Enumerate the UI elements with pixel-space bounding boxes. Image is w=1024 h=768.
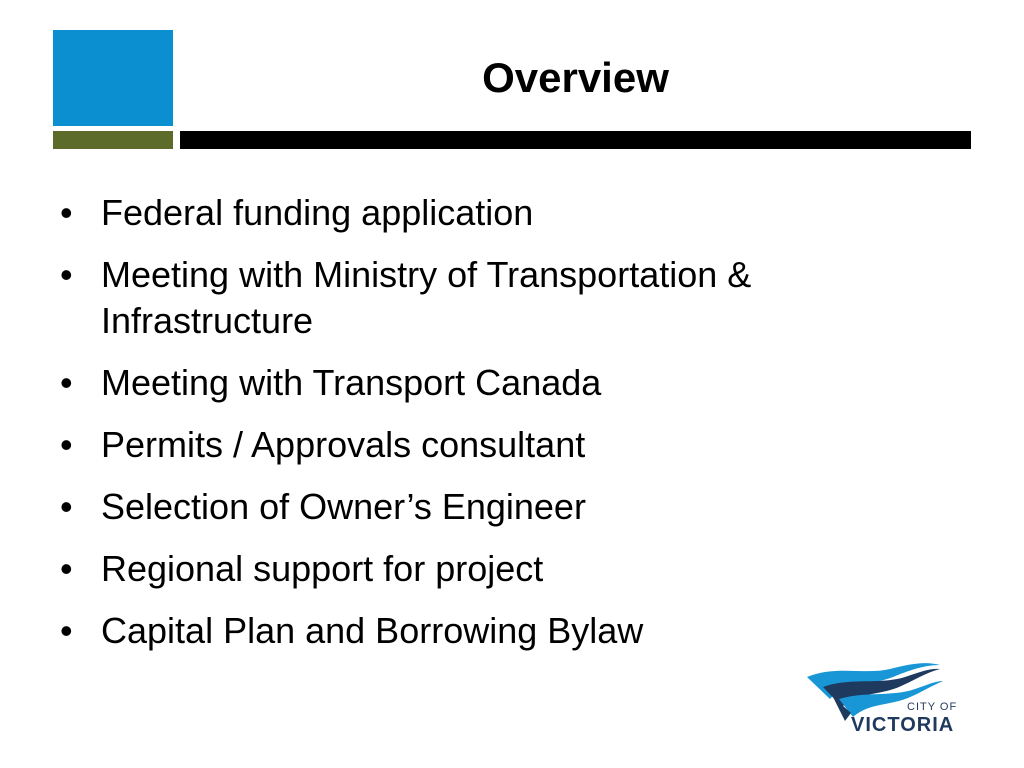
bullet-item [60, 608, 960, 654]
bullet-dot: • [60, 486, 73, 527]
decorative-blue-square [53, 30, 173, 126]
bullet-dot: • [60, 610, 73, 651]
bullet-list [60, 190, 960, 670]
decorative-green-bar [53, 131, 173, 149]
logo-line1: CITY OF [907, 701, 958, 713]
bullet-item [60, 190, 960, 236]
bullet-item [60, 546, 960, 592]
city-of-victoria-logo [805, 655, 975, 735]
bullet-item [60, 252, 960, 344]
bullet-dot: • [60, 254, 73, 295]
bullet-text: Federal funding application [101, 192, 534, 233]
bullet-text: Meeting with Ministry of Transportation & Infrastructure [101, 254, 752, 341]
logo-line2: VICTORIA [851, 714, 955, 735]
bullet-dot: • [60, 548, 73, 589]
bullet-item [60, 484, 960, 530]
bullet-dot: • [60, 424, 73, 465]
bullet-item [60, 422, 960, 468]
bullet-text: Selection of Owner’s Engineer [101, 486, 586, 527]
slide-title-text: Overview [482, 54, 669, 101]
bullet-text: Capital Plan and Borrowing Bylaw [101, 610, 644, 651]
bullet-dot: • [60, 362, 73, 403]
bullet-item [60, 360, 960, 406]
bullet-text: Regional support for project [101, 548, 544, 589]
title-underline-bar [180, 131, 971, 149]
bullet-dot: • [60, 192, 73, 233]
bullet-text: Permits / Approvals consultant [101, 424, 586, 465]
slide-title [180, 52, 971, 104]
bullet-text: Meeting with Transport Canada [101, 362, 602, 403]
